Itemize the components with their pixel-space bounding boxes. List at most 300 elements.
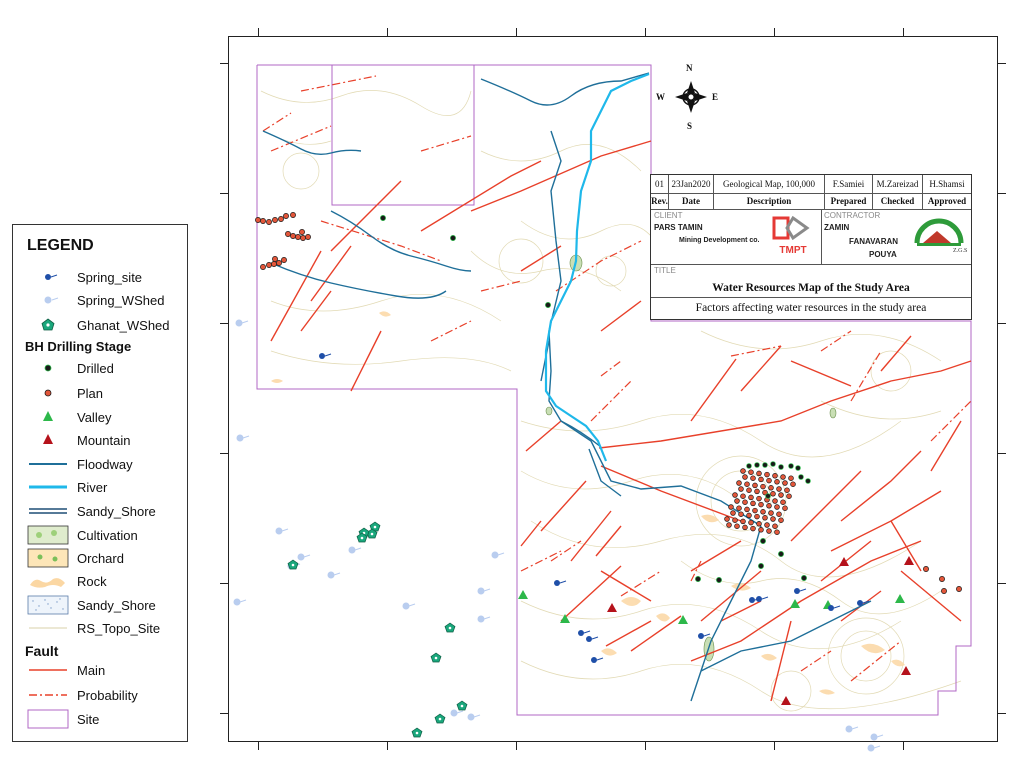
tick [774,742,775,750]
plan-dot[interactable] [271,261,276,266]
plan-dot[interactable] [781,475,786,480]
plan-dot[interactable] [759,527,764,532]
ghanat-pentagon-center[interactable] [374,526,377,529]
legend-item-cultivation [13,525,189,545]
plan-dot[interactable] [729,505,734,510]
plan-dot[interactable] [739,487,744,492]
plan-dot[interactable] [737,506,742,511]
plan-dot[interactable] [769,511,774,516]
spring-wshed-dot-tail[interactable] [240,600,246,602]
contractor-logo-icon [913,217,968,254]
tick [998,63,1006,64]
drilled-dot[interactable] [545,302,550,307]
drilled-dot[interactable] [801,575,806,580]
fault-probability-line-icon [27,685,69,705]
spring-site-dot[interactable] [591,657,597,663]
plan-dot[interactable] [783,506,788,511]
sandy-shore-line-icon [27,501,69,521]
legend-label: Drilled [77,361,114,376]
drilled-dot[interactable] [771,462,776,467]
valley-triangle[interactable] [895,594,905,603]
tick [258,742,259,750]
approved-header: Approved [927,196,967,206]
legend-label: River [77,480,108,495]
spring-wshed-dot[interactable] [451,710,458,717]
legend-item-spring-wshed [13,290,189,310]
drilled-dot[interactable] [450,235,455,240]
plan-dot[interactable] [266,219,271,224]
spring-site-dot[interactable] [586,636,592,642]
legend-item-river [13,477,189,497]
client-name: PARS TAMIN [654,223,703,232]
plan-dot[interactable] [775,479,780,484]
spring-wshed-dot[interactable] [868,745,875,752]
client-row [651,209,971,265]
legend-label: Site [77,712,100,727]
legend-item-fault-main [13,660,189,680]
plan-dot[interactable] [281,257,286,262]
drilled-dot[interactable] [766,494,771,499]
rev-header: Rev. [651,193,669,209]
tick [220,323,228,324]
date-header: Date [669,193,714,209]
plan-dot[interactable] [755,514,760,519]
tick [645,28,646,36]
plan-dot[interactable] [773,473,778,478]
compass-s-label: S [687,121,693,131]
plan-dot[interactable] [777,512,782,517]
plan-dot[interactable] [735,499,740,504]
tick [220,453,228,454]
tick [903,28,904,36]
legend-item-plan [13,383,189,403]
tick [220,63,228,64]
north-arrow-icon [675,81,707,113]
legend-title: LEGEND [27,237,94,254]
plan-dot[interactable] [290,212,295,217]
plan-dot[interactable] [276,260,281,265]
rock-swatch-icon [27,571,69,591]
ghanat-pentagon-center[interactable] [371,533,374,536]
spring-site-dot[interactable] [319,353,325,359]
plan-dot[interactable] [781,500,786,505]
plan-dot[interactable] [777,487,782,492]
tick [387,28,388,36]
spring-wshed-dot[interactable] [276,528,283,535]
legend-label: Ghanat_WShed [77,318,170,333]
plan-dot[interactable] [751,526,756,531]
drilled-dot[interactable] [763,463,768,468]
valley-triangle-icon [27,407,69,427]
plan-dot[interactable] [745,507,750,512]
tick [998,583,1006,584]
spring-wshed-dot-tail[interactable] [498,553,504,555]
plan-dot[interactable] [285,231,290,236]
plan-dot[interactable] [278,216,283,221]
title-label: TITLE [654,266,676,275]
map-title: Water Resources Map of the Study Area [712,282,910,294]
legend-label: Floodway [77,457,133,472]
spring-wshed-dot-tail[interactable] [304,555,310,557]
plan-dot[interactable] [735,524,740,529]
topo-line-icon [27,618,69,638]
plan-dot-icon [27,383,69,403]
ghanat-pentagon-center[interactable] [461,705,464,708]
plan-dot[interactable] [769,485,774,490]
divider [821,209,822,264]
map-frame[interactable] [228,36,998,742]
spring-site-dot-tail[interactable] [592,637,598,639]
plan-dot[interactable] [759,502,764,507]
ghanat-pentagon-center[interactable] [416,732,419,735]
drilled-dot[interactable] [747,464,752,469]
legend-label: Mountain [77,433,131,448]
tick [998,713,1006,714]
legend-panel [12,224,188,742]
legend-label: Sandy_Shore [77,504,156,519]
checked-header: Checked [873,193,923,209]
spring-site-dot-tail[interactable] [560,581,566,583]
legend-label: Rock [77,574,107,589]
plan-dot[interactable] [290,233,295,238]
spring-wshed-dot[interactable] [478,588,485,595]
plan-dot[interactable] [255,217,260,222]
divider [651,297,971,298]
ghanat-pentagon-center[interactable] [439,718,442,721]
tick [998,453,1006,454]
cultivation-swatch-icon [27,525,69,545]
contractor-line-3: POUYA [869,250,897,259]
plan-dot[interactable] [757,521,762,526]
tick [516,28,517,36]
plan-dot[interactable] [733,518,738,523]
plan-dot[interactable] [260,218,265,223]
spring-wshed-dot-tail[interactable] [409,604,415,606]
spring-wshed-dot[interactable] [478,616,485,623]
spring-wshed-dot[interactable] [492,552,499,559]
tick [645,742,646,750]
spring-wshed-dot-tail[interactable] [243,436,249,438]
plan-dot[interactable] [757,496,762,501]
plan-dot[interactable] [741,519,746,524]
legend-heading-bh: BH Drilling Stage [25,339,132,354]
spring-wshed-dot-tail[interactable] [874,746,880,748]
legend-label: Plan [77,386,104,401]
plan-dot[interactable] [743,525,748,530]
spring-wshed-dot-tail[interactable] [484,617,490,619]
prepared-value: F.Samiei [825,175,873,193]
contractor-logo-text: Z.G.S [953,248,968,254]
spring-site-dot-tail[interactable] [800,589,806,591]
plan-dot[interactable] [765,472,770,477]
river [546,74,649,461]
contractor-line-1: ZAMIN [824,223,850,232]
orchard-swatch-icon [27,548,69,568]
spring-wshed-icon [27,290,69,310]
plan-dot[interactable] [733,493,738,498]
plan-dot[interactable] [773,499,778,504]
plan-dot[interactable] [767,529,772,534]
spring-wshed-dot-tail[interactable] [282,529,288,531]
spring-wshed-dot-tail[interactable] [457,711,463,713]
sandy-shore-swatch-icon [27,595,69,615]
revision-row [651,175,971,194]
ghanat-pentagon-center[interactable] [435,657,438,660]
floodway-line-icon [27,454,69,474]
plan-dot[interactable] [741,469,746,474]
plan-dot[interactable] [731,511,736,516]
tick [220,713,228,714]
legend-item-fault-probability [13,685,189,705]
valley-triangle[interactable] [518,590,528,599]
spring-site-dot-tail[interactable] [834,606,840,608]
drilled-dot[interactable] [758,563,763,568]
title-block [650,174,972,320]
plan-dot[interactable] [299,229,304,234]
spring-site-icon [27,267,69,287]
spring-wshed-dot-tail[interactable] [474,715,480,717]
checked-value: M.Zareizad [873,175,923,193]
spring-site-dot-tail[interactable] [762,597,768,599]
legend-item-mountain [13,430,189,450]
floodways [263,73,871,701]
legend-label: RS_Topo_Site [77,621,161,636]
spring-wshed-dot[interactable] [328,572,335,579]
plan-dot[interactable] [749,520,754,525]
drilled-dot[interactable] [789,464,794,469]
spring-wshed-dot[interactable] [298,554,305,561]
plan-dot[interactable] [771,491,776,496]
plan-dot[interactable] [956,586,961,591]
drilled-dot[interactable] [760,538,765,543]
legend-label: Main [77,663,106,678]
legend-item-ghanat-wshed [13,315,189,335]
plan-dot[interactable] [300,235,305,240]
plan-dot[interactable] [283,213,288,218]
plan-dot[interactable] [767,478,772,483]
plan-dot[interactable] [747,513,752,518]
plan-dot[interactable] [266,262,271,267]
spring-site-dot[interactable] [749,597,755,603]
legend-item-sandy-shore-line [13,501,189,521]
map-canvas[interactable] [229,37,999,743]
legend-label: Orchard [77,551,124,566]
drilled-dot[interactable] [799,475,804,480]
legend-label: Spring_site [77,270,143,285]
legend-heading-fault: Fault [25,643,59,659]
spring-wshed-dot-tail[interactable] [877,735,883,737]
ghanat-pentagon-center[interactable] [292,564,295,567]
drilled-dot[interactable] [716,577,721,582]
plan-dot[interactable] [305,234,310,239]
legend-item-site [13,709,189,729]
client-logo-text: TMPT [779,245,807,256]
approved-value: H.Shamsi [929,179,965,189]
drilled-dot[interactable] [380,215,385,220]
spring-wshed-dot-tail[interactable] [355,548,361,550]
spring-wshed-dot[interactable] [234,599,241,606]
drilled-dot[interactable] [796,466,801,471]
plan-dot[interactable] [791,482,796,487]
map-subtitle: Factors affecting water resources in the study area [695,302,927,314]
tick [220,583,228,584]
spring-wshed-dot[interactable] [236,320,243,327]
fault-main-line-icon [27,660,69,680]
plan-dot[interactable] [745,482,750,487]
plan-dot[interactable] [941,588,946,593]
plan-dot[interactable] [749,470,754,475]
plan-dot[interactable] [765,523,770,528]
plan-dot[interactable] [775,530,780,535]
spring-site-dot[interactable] [857,600,863,606]
legend-item-topo [13,618,189,638]
plan-dot[interactable] [747,488,752,493]
drilled-dot[interactable] [778,551,783,556]
legend-label: Sandy_Shore [77,598,156,613]
legend-item-rock [13,571,189,591]
spring-site-dot[interactable] [578,630,584,636]
tick [998,323,1006,324]
ghanat-pentagon-icon [27,315,69,335]
legend-item-orchard [13,548,189,568]
plan-dot[interactable] [787,494,792,499]
description-value: Geological Map, 100,000 [714,175,825,193]
plan-dot[interactable] [743,475,748,480]
spring-site-dot-tail[interactable] [584,631,590,633]
legend-label: Spring_WShed [77,293,165,308]
drilled-dot[interactable] [779,465,784,470]
spring-wshed-dot-tail[interactable] [242,321,248,323]
plan-dot[interactable] [923,566,928,571]
mountain-triangle[interactable] [781,696,791,705]
plan-dot[interactable] [751,476,756,481]
tick [258,28,259,36]
legend-item-floodway [13,454,189,474]
drilled-dot[interactable] [755,463,760,468]
rev-value: 01 [651,175,669,193]
tick [774,28,775,36]
tick [998,193,1006,194]
plan-dot[interactable] [755,489,760,494]
title-section [651,264,971,320]
prepared-header: Prepared [825,193,873,209]
spring-wshed-dot[interactable] [468,714,475,721]
header-row [651,193,971,210]
spring-wshed-dot[interactable] [846,726,853,733]
client-logo-icon [773,215,813,257]
ghanat-pentagon-center[interactable] [361,537,364,540]
plan-dot[interactable] [743,500,748,505]
plan-dot[interactable] [727,523,732,528]
plan-dot[interactable] [767,503,772,508]
plan-dot[interactable] [753,508,758,513]
mountain-triangle-icon [27,430,69,450]
river-line-icon [27,477,69,497]
spring-wshed-dot-tail[interactable] [852,727,858,729]
plan-dot[interactable] [789,476,794,481]
compass-w-label: W [656,92,665,102]
date-value: 23Jan2020 [669,175,714,193]
spring-site-dot-tail[interactable] [597,658,603,660]
plan-dot[interactable] [295,234,300,239]
contractor-line-2: FANAVARAN [849,237,899,246]
spring-wshed-dot[interactable] [871,734,878,741]
site-swatch-icon [27,709,69,729]
plan-dot[interactable] [749,495,754,500]
client-subtitle: Mining Development co. [679,237,760,244]
compass-e-label: E [712,92,719,102]
spring-wshed-dot-tail[interactable] [484,589,490,591]
legend-item-drilled [13,358,189,378]
plan-dot[interactable] [759,477,764,482]
plan-dot[interactable] [751,501,756,506]
tick [220,193,228,194]
spring-site-dot[interactable] [794,588,800,594]
plan-dot[interactable] [775,505,780,510]
plan-dot[interactable] [939,576,944,581]
plan-dot[interactable] [761,484,766,489]
ghanat-pentagon-center[interactable] [449,627,452,630]
spring-site-dot[interactable] [756,596,762,602]
legend-label: Valley [77,410,112,425]
plan-dot[interactable] [741,494,746,499]
compass-n-label: N [686,63,693,73]
plan-dot[interactable] [773,524,778,529]
plan-dot[interactable] [757,471,762,476]
plan-dot[interactable] [272,217,277,222]
plan-dot[interactable] [771,517,776,522]
spring-site-dot-tail[interactable] [325,354,331,356]
plan-dot[interactable] [779,518,784,523]
spring-site-dot[interactable] [554,580,560,586]
faults-probability [263,76,971,681]
mountain-triangle[interactable] [607,603,617,612]
legend-item-sandy-shore-area [13,595,189,615]
legend-label: Cultivation [77,528,138,543]
plan-dot[interactable] [761,509,766,514]
plan-dot[interactable] [260,264,265,269]
mountain-triangle[interactable] [839,557,849,566]
drilled-dot-icon [27,358,69,378]
plan-dot[interactable] [753,483,758,488]
spring-site-dot[interactable] [698,633,704,639]
spring-wshed-dot[interactable] [237,435,244,442]
legend-item-spring-site [13,267,189,287]
contractor-label: CONTRACTOR [824,211,881,220]
drilled-dot[interactable] [806,479,811,484]
client-label: CLIENT [654,211,683,220]
plan-dot[interactable] [272,256,277,261]
plan-dot[interactable] [779,493,784,498]
spring-site-dot-tail[interactable] [704,634,710,636]
plan-dot[interactable] [739,512,744,517]
plan-dot[interactable] [725,517,730,522]
plan-dot[interactable] [737,481,742,486]
spring-wshed-dot[interactable] [403,603,410,610]
description-header: Description [714,193,825,209]
tick [516,742,517,750]
plan-dot[interactable] [763,515,768,520]
tick [387,742,388,750]
legend-item-valley [13,407,189,427]
spring-wshed-dot-tail[interactable] [334,573,340,575]
tick [903,742,904,750]
plan-dot[interactable] [783,481,788,486]
drilled-dot[interactable] [695,576,700,581]
spring-site-dot[interactable] [828,605,834,611]
spring-wshed-dot[interactable] [349,547,356,554]
plan-dot[interactable] [785,488,790,493]
